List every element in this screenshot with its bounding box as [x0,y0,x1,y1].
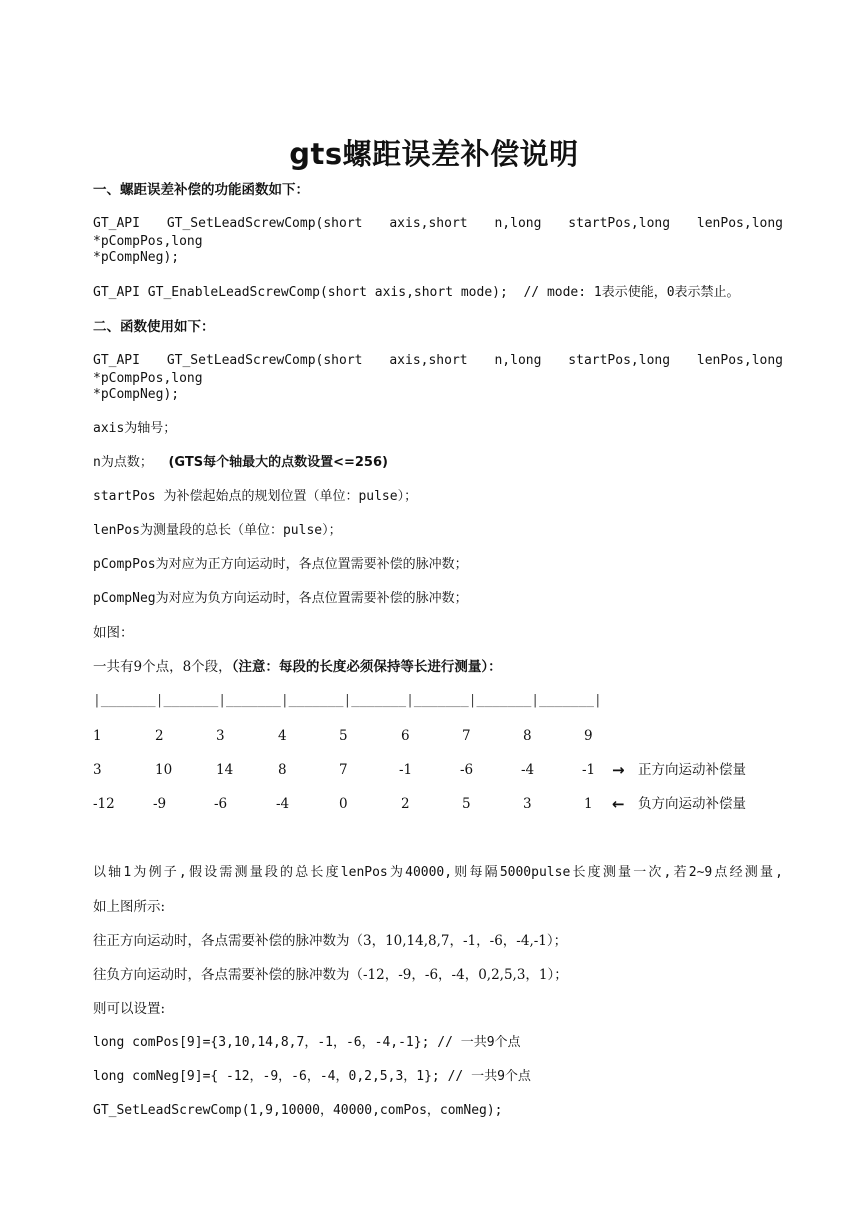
positive-comp-value: 8 [278,762,287,778]
section1-prototype-line1: GT_API GT_SetLeadScrewComp(short axis,short n,long startPos,long lenPos,long *pCompPos,long [93,216,783,249]
section1-prototype-line2: *pCompNeg); [93,250,180,265]
param-axis: axis为轴号； [93,421,177,436]
param-pcompneg: pCompNeg为对应为负方向运动时，各点位置需要补偿的脉冲数； [93,591,468,606]
point-number: 4 [278,728,287,744]
param-n-text: n为点数； [93,455,153,470]
example-negative-line: 往负方向运动时，各点需要补偿的脉冲数为（-12，-9，-6，-4，0,2,5,3，1）； [93,967,568,983]
positive-comp-value: -4 [521,762,535,778]
negative-comp-value: 0 [339,796,348,812]
page-title: gts螺距误差补偿说明 [289,137,579,171]
example-then-label: 则可以设置: [93,1001,166,1017]
code-line-comneg: long comNeg[9]={ -12，-9，-6，-4，0,2,5,3，1}; // 一共9个点 [93,1069,531,1084]
negative-comp-value: -4 [276,796,290,812]
positive-comp-value: -6 [460,762,474,778]
param-lenpos: lenPos为测量段的总长（单位：pulse）； [93,523,342,538]
point-number: 9 [584,728,593,744]
section2-prototype-line2: *pCompNeg); [93,387,180,402]
point-number: 6 [401,728,410,744]
negative-comp-value: 1 [584,796,593,812]
point-number: 1 [93,728,102,744]
positive-comp-label: 正方向运动补偿量 [638,762,746,778]
code-line-compos: long comPos[9]={3,10,14,8,7，-1，-6，-4,-1}; // 一共9个点 [93,1035,521,1050]
negative-comp-label: 负方向运动补偿量 [638,796,746,812]
point-number: 2 [155,728,164,744]
negative-comp-value: 2 [401,796,410,812]
negative-comp-value: 5 [462,796,471,812]
positive-comp-value: -1 [399,762,413,778]
positive-comp-value: -1 [582,762,596,778]
negative-comp-value: -6 [214,796,228,812]
negative-comp-value: 3 [523,796,532,812]
example-paragraph-line2: 如上图所示: [93,899,166,915]
point-number: 5 [339,728,348,744]
left-arrow-icon: ← [612,795,625,813]
positive-comp-value: 3 [93,762,102,778]
negative-comp-value: -12 [93,796,115,812]
right-arrow-icon: → [612,761,625,779]
negative-comp-value: -9 [153,796,167,812]
positive-comp-value: 10 [155,762,173,778]
section1-enable-prototype: GT_API GT_EnableLeadScrewComp(short axis,short mode); // mode: 1表示使能，0表示禁止。 [93,285,740,300]
positive-comp-value: 14 [216,762,234,778]
section2-prototype-line1: GT_API GT_SetLeadScrewComp(short axis,short n,long startPos,long lenPos,long *pCompPos,long [93,353,783,386]
summary-text: 一共有9个点，8个段， [93,659,232,675]
param-startpos: startPos 为补偿起始点的规划位置（单位：pulse）； [93,489,418,504]
section1-heading: 一、螺距误差补偿的功能函数如下： [93,182,309,198]
example-positive-line: 往正方向运动时，各点需要补偿的脉冲数为（3，10,14,8,7，-1，-6，-4,-1）； [93,933,568,949]
point-number: 3 [216,728,225,744]
param-pcomppos: pCompPos为对应为正方向运动时，各点位置需要补偿的脉冲数； [93,557,468,572]
summary-note: （注意：每段的长度必须保持等长进行测量）： [231,659,502,675]
section2-heading: 二、函数使用如下： [93,319,215,335]
positive-comp-value: 7 [339,762,348,778]
as-shown-label: 如图： [93,625,134,641]
summary-line [93,658,502,676]
code-line-setcall: GT_SetLeadScrewComp(1,9,10000，40000,comPos，comNeg); [93,1103,503,1118]
point-number: 8 [523,728,532,744]
segment-ruler: |_______|_______|_______|_______|_______|_______|_______|_______| [93,693,602,708]
param-n [93,454,388,472]
param-n-note: (GTS每个轴最大的点数设置<=256) [168,455,388,470]
example-paragraph-line1: 以轴1为例子,假设需测量段的总长度lenPos为40000,则每隔5000pulse长度测量一次,若2~9点经测量, [93,865,783,880]
point-number: 7 [462,728,471,744]
